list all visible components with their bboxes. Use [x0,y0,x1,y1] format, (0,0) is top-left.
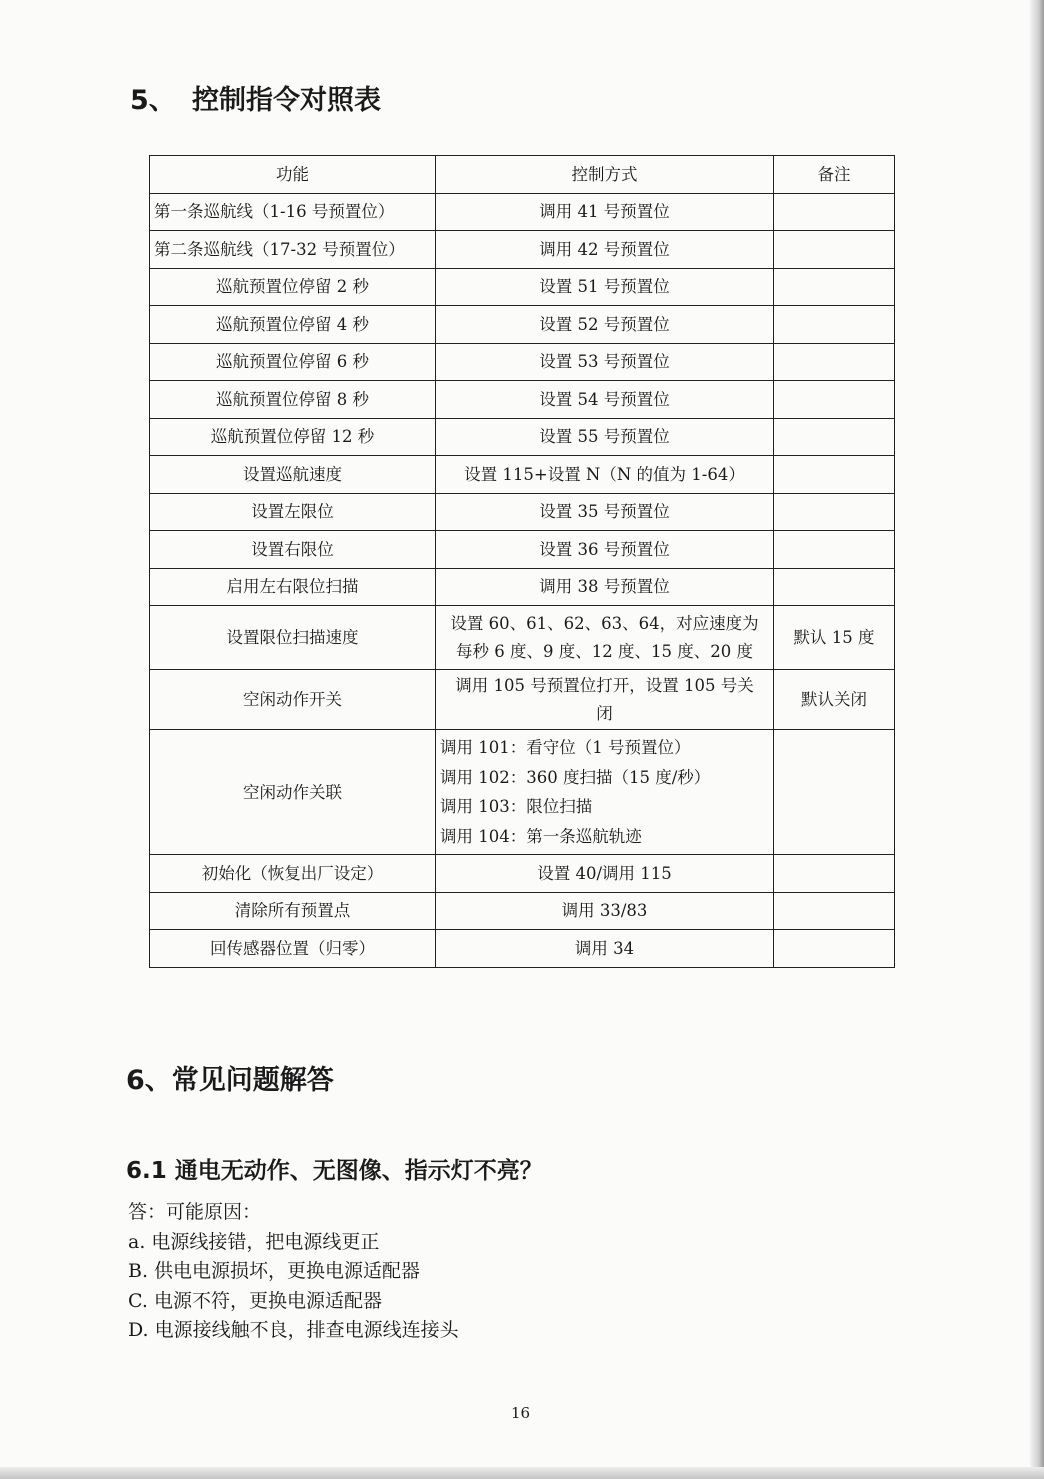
method-cell: 调用 33/83 [436,892,774,930]
answer-block [128,1198,459,1346]
table-row [150,670,895,730]
remark-cell [774,456,895,494]
method-cell [436,730,774,855]
header-function: 功能 [150,156,436,194]
answer-item: B. 供电电源损坏，更换电源适配器 [128,1260,421,1282]
remark-cell [774,493,895,531]
section-5-title: 控制指令对照表 [192,85,381,116]
function-cell: 回传感器位置（归零） [150,930,436,968]
function-cell: 初始化（恢复出厂设定） [150,855,436,893]
header-control-method: 控制方式 [436,156,774,194]
table-row [150,381,895,419]
method-cell: 调用 38 号预置位 [436,568,774,606]
remark-cell [774,231,895,269]
method-cell: 设置 40/调用 115 [436,855,774,893]
answer-item: C. 电源不符，更换电源适配器 [128,1289,382,1312]
table-row [150,531,895,569]
page-number: 16 [511,1404,531,1422]
table-row [150,456,895,494]
function-cell: 设置左限位 [150,493,436,531]
method-cell: 设置 51 号预置位 [436,268,774,306]
table-row [150,930,895,968]
table-row [150,343,895,381]
method-cell: 调用 34 [436,930,774,968]
function-cell: 第二条巡航线（17-32 号预置位） [150,231,436,269]
table-row [150,855,895,893]
remark-cell [774,343,895,381]
remark-cell: 默认关闭 [774,670,895,730]
table-row [150,730,895,855]
function-cell: 巡航预置位停留 2 秒 [150,268,436,306]
header-remark: 备注 [774,156,895,194]
method-cell: 设置 52 号预置位 [436,306,774,344]
remark-cell [774,930,895,968]
table-row [150,493,895,531]
table-row [150,231,895,269]
method-cell [436,606,774,670]
section-6-heading [126,1058,334,1097]
remark-cell [774,268,895,306]
method-cell: 设置 35 号预置位 [436,493,774,531]
table-row [150,568,895,606]
idle-link-item: 调用 104：第一条巡航轨迹 [440,826,642,846]
section-6-1-heading: 6.1 通电无动作、无图像、指示灯不亮？ [126,1158,543,1184]
remark-cell [774,193,895,231]
answer-item: a. 电源线接错，把电源线更正 [128,1230,380,1253]
section-6-title: 常见问题解答 [171,1065,334,1096]
function-cell: 空闲动作关联 [150,730,436,855]
function-cell: 巡航预置位停留 8 秒 [150,381,436,419]
remark-cell [774,730,895,855]
page-bottom-shadow [0,1467,1044,1479]
table-row [150,892,895,930]
section-5-heading [130,78,381,117]
table-row [150,193,895,231]
function-cell: 空闲动作开关 [150,670,436,730]
idle-link-item: 调用 102：360 度扫描（15 度/秒） [440,767,711,787]
table-row [150,418,895,456]
table-row [150,306,895,344]
method-cell: 调用 41 号预置位 [436,193,774,231]
speed-method-line: 设置 60、61、62、63、64，对应速度为 [450,613,759,633]
control-command-table [149,155,895,968]
function-cell: 巡航预置位停留 12 秒 [150,418,436,456]
function-cell: 设置巡航速度 [150,456,436,494]
method-cell: 设置 36 号预置位 [436,531,774,569]
table-header-row [150,156,895,194]
method-cell: 设置 55 号预置位 [436,418,774,456]
remark-cell [774,306,895,344]
table-row [150,268,895,306]
function-cell: 设置右限位 [150,531,436,569]
method-cell: 设置 53 号预置位 [436,343,774,381]
method-cell: 设置 115+设置 N（N 的值为 1-64） [436,456,774,494]
idle-switch-line: 闭 [596,703,613,723]
answer-intro: 答：可能原因： [128,1201,262,1223]
function-cell: 第一条巡航线（1-16 号预置位） [150,193,436,231]
page-edge-shadow [1030,0,1044,1479]
function-cell: 巡航预置位停留 6 秒 [150,343,436,381]
remark-cell [774,568,895,606]
section-5-number: 5、 [130,85,176,116]
function-cell: 设置限位扫描速度 [150,606,436,670]
function-cell: 清除所有预置点 [150,892,436,930]
method-cell: 设置 54 号预置位 [436,381,774,419]
remark-cell [774,418,895,456]
remark-cell [774,531,895,569]
answer-item: D. 电源接线触不良，排查电源线连接头 [128,1319,459,1341]
speed-method-line: 每秒 6 度、9 度、12 度、15 度、20 度 [456,641,753,661]
method-cell: 调用 42 号预置位 [436,231,774,269]
section-6-number: 6、 [126,1065,172,1096]
method-cell [436,670,774,730]
remark-cell: 默认 15 度 [774,606,895,670]
remark-cell [774,381,895,419]
remark-cell [774,855,895,893]
table-row [150,606,895,670]
remark-cell [774,892,895,930]
function-cell: 巡航预置位停留 4 秒 [150,306,436,344]
idle-link-item: 调用 103：限位扫描 [440,797,593,816]
idle-switch-line: 调用 105 号预置位打开，设置 105 号关 [455,675,754,695]
function-cell: 启用左右限位扫描 [150,568,436,606]
idle-link-item: 调用 101：看守位（1 号预置位） [440,738,691,757]
